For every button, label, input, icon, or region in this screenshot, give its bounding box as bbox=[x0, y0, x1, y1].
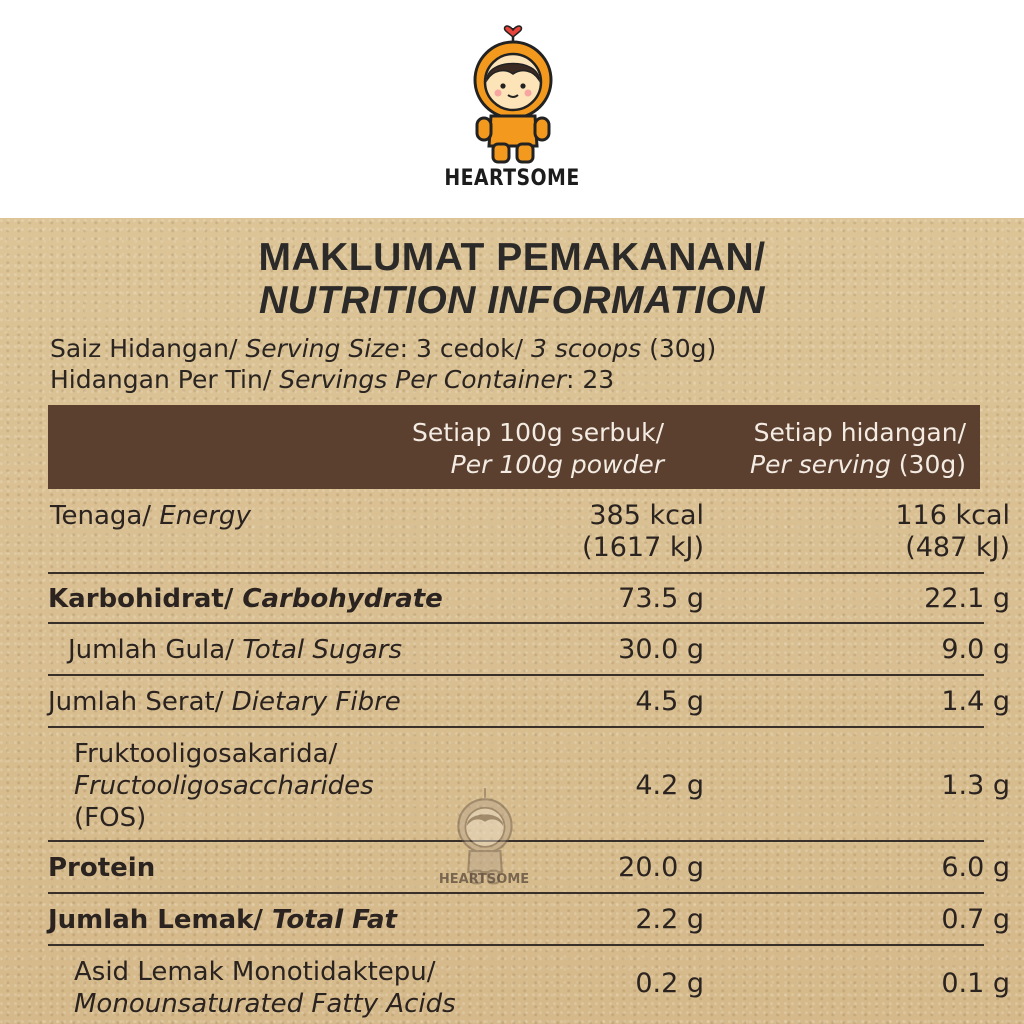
row-divider bbox=[48, 622, 984, 624]
serving-size-value-en: 3 scoops bbox=[531, 334, 642, 363]
brand-header bbox=[0, 0, 1024, 218]
column-header-per-serving-grams: (30g) bbox=[890, 450, 966, 479]
row-energy-per100-kj: (1617 kJ) bbox=[582, 532, 704, 563]
column-header-per-100g bbox=[412, 417, 664, 481]
serving-size-label-en: Serving Size bbox=[245, 334, 400, 363]
row-energy-perserving-kj: (487 kJ) bbox=[905, 532, 1010, 563]
table-header bbox=[48, 405, 980, 489]
row-total-fat-perserving: 0.7 g bbox=[941, 904, 1010, 935]
row-total-fat-name bbox=[48, 904, 397, 936]
row-carbohydrate-name bbox=[48, 583, 443, 615]
row-energy-perserving bbox=[895, 500, 1010, 564]
row-total-sugars-name-ms: Jumlah Gula/ bbox=[68, 635, 243, 665]
row-energy-name bbox=[50, 500, 251, 532]
brand-name: HEARTSOME bbox=[444, 166, 580, 191]
row-divider bbox=[48, 572, 984, 574]
row-mufa-per100: 0.2 g bbox=[635, 968, 704, 999]
row-total-sugars-name-en: Total Sugars bbox=[242, 635, 403, 665]
column-header-per-serving bbox=[750, 417, 966, 481]
row-total-sugars-perserving: 9.0 g bbox=[941, 634, 1010, 665]
row-fos-name-abbr: (FOS) bbox=[74, 803, 147, 833]
serving-size-label-ms: Saiz Hidangan/ bbox=[50, 334, 246, 363]
column-header-per-100g-ms: Setiap 100g serbuk/ bbox=[412, 418, 664, 447]
row-mufa-name-en: Monounsaturated Fatty Acids bbox=[74, 989, 456, 1019]
serving-size-value: : 3 cedok/ bbox=[399, 334, 532, 363]
column-header-per-serving-ms: Setiap hidangan/ bbox=[753, 418, 966, 447]
row-mufa-name bbox=[74, 956, 456, 1020]
row-carbohydrate-name-en: Carbohydrate bbox=[242, 584, 443, 614]
row-total-sugars-per100: 30.0 g bbox=[618, 634, 704, 665]
row-fos-perserving: 1.3 g bbox=[941, 770, 1010, 801]
row-energy-name-en: Energy bbox=[159, 501, 251, 531]
row-fos-name bbox=[74, 738, 374, 834]
row-dietary-fibre-name-ms: Jumlah Serat/ bbox=[48, 687, 232, 717]
row-dietary-fibre-name-en: Dietary Fibre bbox=[231, 687, 401, 717]
title-malay: MAKLUMAT PEMAKANAN/ bbox=[258, 236, 766, 279]
servings-value: : 23 bbox=[566, 365, 615, 394]
row-divider bbox=[48, 944, 984, 946]
row-mufa-name-ms: Asid Lemak Monotidaktepu/ bbox=[74, 957, 436, 987]
row-protein-name: Protein bbox=[48, 853, 156, 883]
column-header-per-100g-en: Per 100g powder bbox=[450, 450, 664, 479]
row-dietary-fibre-perserving: 1.4 g bbox=[941, 686, 1010, 717]
row-divider bbox=[48, 726, 984, 728]
row-divider bbox=[48, 674, 984, 676]
row-energy-perserving-kcal: 116 kcal bbox=[895, 500, 1010, 531]
row-total-fat-per100: 2.2 g bbox=[635, 904, 704, 935]
row-energy-name-ms: Tenaga/ bbox=[50, 501, 160, 531]
servings-label-ms: Hidangan Per Tin/ bbox=[50, 365, 280, 394]
row-protein-per100: 20.0 g bbox=[618, 852, 704, 883]
row-fos-name-ms: Fruktooligosakarida/ bbox=[74, 739, 338, 769]
row-carbohydrate-name-ms: Karbohidrat/ bbox=[48, 584, 243, 614]
row-dietary-fibre-name bbox=[48, 686, 401, 718]
row-fos-name-en: Fructooligosaccharides bbox=[74, 771, 374, 801]
mascot-logo-icon bbox=[463, 18, 563, 168]
serving-size-grams: (30g) bbox=[641, 334, 717, 363]
title-english: NUTRITION INFORMATION bbox=[259, 279, 765, 322]
row-total-sugars-name bbox=[68, 634, 402, 666]
row-protein-perserving: 6.0 g bbox=[941, 852, 1010, 883]
row-energy-per100-kcal: 385 kcal bbox=[589, 500, 704, 531]
watermark-brand: HEARTSOME bbox=[438, 872, 530, 887]
row-energy-per100 bbox=[582, 500, 704, 564]
row-total-fat-name-ms: Jumlah Lemak/ bbox=[48, 905, 272, 935]
row-carbohydrate-per100: 73.5 g bbox=[618, 583, 704, 614]
row-divider bbox=[48, 892, 984, 894]
row-dietary-fibre-per100: 4.5 g bbox=[635, 686, 704, 717]
row-carbohydrate-perserving: 22.1 g bbox=[924, 583, 1010, 614]
servings-per-container bbox=[50, 365, 614, 394]
servings-label-en: Servings Per Container bbox=[279, 365, 567, 394]
serving-size bbox=[50, 334, 716, 363]
row-total-fat-name-en: Total Fat bbox=[271, 905, 397, 935]
column-header-per-serving-en: Per serving bbox=[750, 450, 891, 479]
row-fos-per100: 4.2 g bbox=[635, 770, 704, 801]
row-mufa-perserving: 0.1 g bbox=[941, 968, 1010, 999]
